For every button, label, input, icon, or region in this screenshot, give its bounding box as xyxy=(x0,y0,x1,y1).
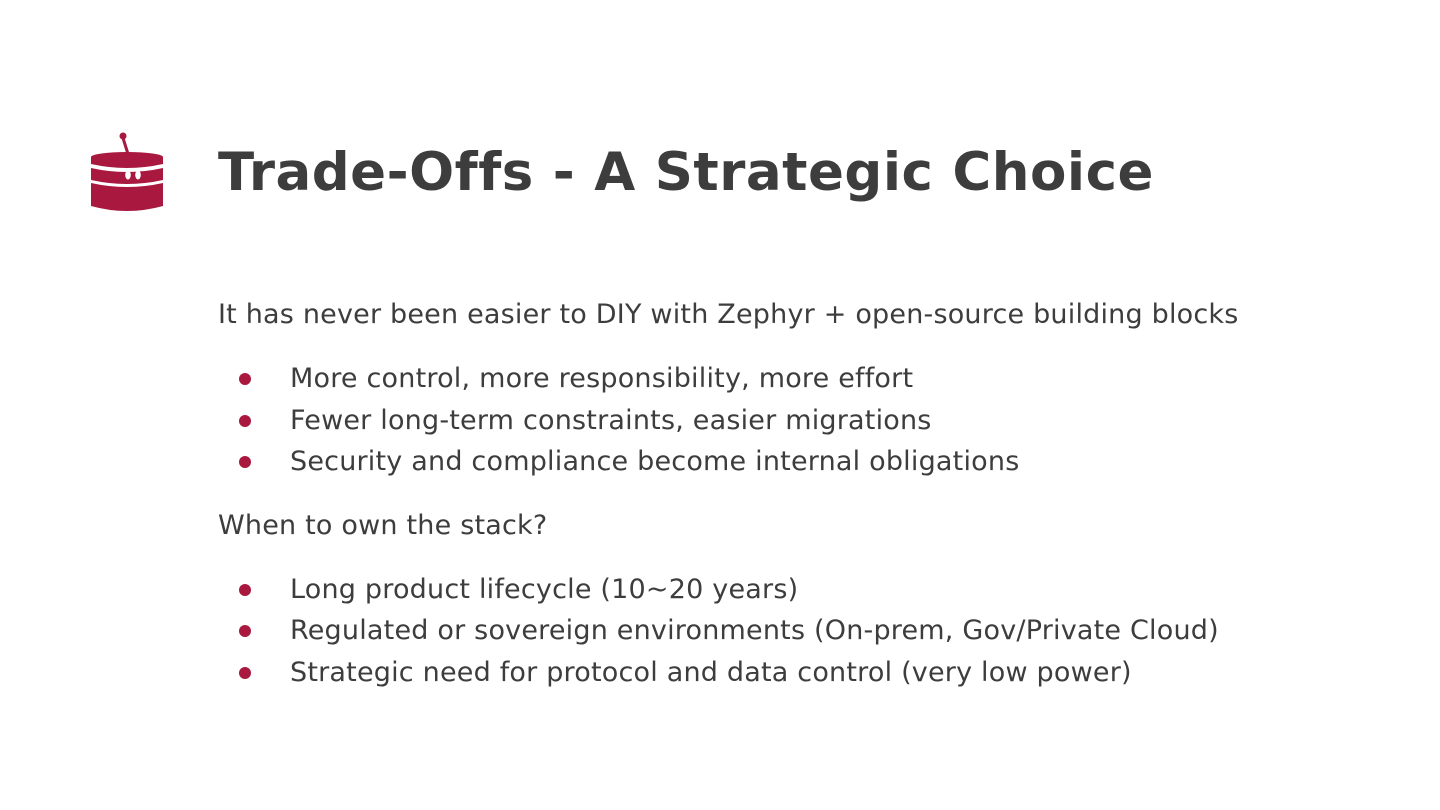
bullet-item xyxy=(218,610,1398,652)
bullet-text: Regulated or sovereign environments (On-prem, Gov/Private Cloud) xyxy=(290,615,1219,646)
bullet-dot-icon xyxy=(239,584,251,596)
bullet-item xyxy=(218,358,1398,400)
bullet-dot-icon xyxy=(239,625,251,637)
zephyr-robot-logo-icon xyxy=(88,130,166,212)
bullet-item xyxy=(218,652,1398,694)
intro-text: It has never been easier to DIY with Zephyr + open-source building blocks xyxy=(218,299,1239,330)
bullet-text: Fewer long-term constraints, easier migrations xyxy=(290,404,932,436)
bullet-item xyxy=(218,569,1398,611)
bullet-text: More control, more responsibility, more effort xyxy=(290,363,914,394)
bullet-dot-icon xyxy=(239,415,251,427)
bullet-dot-icon xyxy=(239,456,251,468)
bullet-item xyxy=(218,400,1398,442)
slide-title: Trade-Offs - A Strategic Choice xyxy=(218,142,1154,203)
intro-bullet-list xyxy=(218,358,1398,483)
bullet-dot-icon xyxy=(239,667,251,679)
slide-content xyxy=(218,294,1398,715)
bullet-dot-icon xyxy=(239,373,251,385)
bullet-text: Security and compliance become internal obligations xyxy=(290,446,1020,477)
question-text: When to own the stack? xyxy=(218,509,548,541)
bullet-text: Long product lifecycle (10~20 years) xyxy=(290,573,799,605)
bullet-item xyxy=(218,441,1398,483)
bullet-text: Strategic need for protocol and data control (very low power) xyxy=(290,656,1132,688)
question-bullet-list xyxy=(218,569,1398,694)
